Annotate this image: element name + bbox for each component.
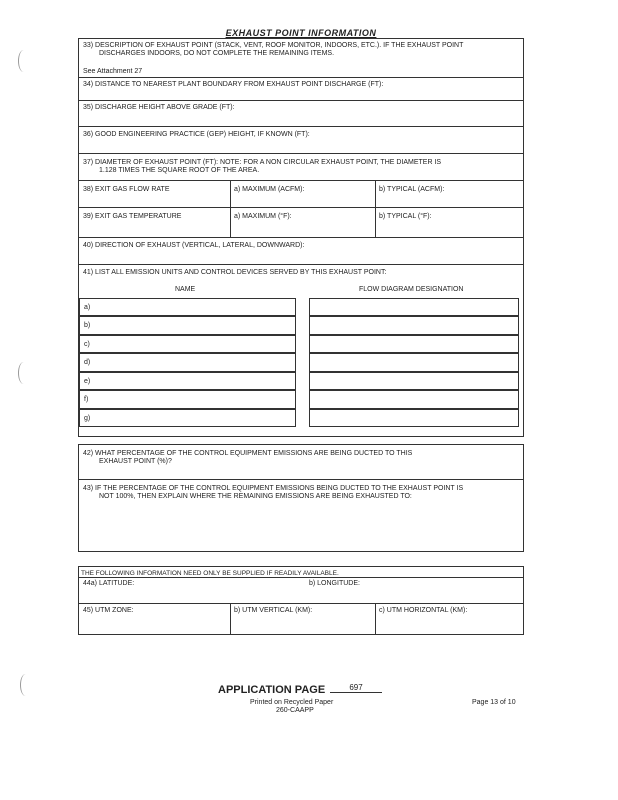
col-flow-header: FLOW DIAGRAM DESIGNATION xyxy=(359,286,464,293)
field-38-flow-rate xyxy=(78,180,524,208)
table-row-name[interactable]: c) xyxy=(79,335,296,353)
q38b-typical[interactable]: b) TYPICAL (ACFM): xyxy=(379,186,445,193)
q33-answer: See Attachment 27 xyxy=(83,68,143,75)
table-row-flow[interactable] xyxy=(309,335,519,353)
field-41-emission-units xyxy=(78,264,524,437)
q37-label: 37) DIAMETER OF EXHAUST POINT (FT): NOTE: FOR A NON CIRCULAR EXHAUST POINT, THE DIAMETER IS xyxy=(83,159,442,166)
q44b-longitude[interactable]: b) LONGITUDE: xyxy=(309,580,360,587)
table-row-name[interactable]: e) xyxy=(79,372,296,390)
binder-hole-mark xyxy=(18,362,29,384)
q45-utm-zone[interactable]: 45) UTM ZONE: xyxy=(83,607,134,614)
form-title: EXHAUST POINT INFORMATION xyxy=(225,28,377,38)
q42-label: 42) WHAT PERCENTAGE OF THE CONTROL EQUIPMENT EMISSIONS ARE BEING DUCTED TO THIS xyxy=(83,450,413,457)
q41-label: 41) LIST ALL EMISSION UNITS AND CONTROL DEVICES SERVED BY THIS EXHAUST POINT: xyxy=(83,269,387,276)
q45c-utm-horizontal[interactable]: c) UTM HORIZONTAL (KM): xyxy=(379,607,468,614)
table-row-flow[interactable] xyxy=(309,298,519,316)
table-row-name[interactable]: b) xyxy=(79,316,296,335)
q43-label: 43) IF THE PERCENTAGE OF THE CONTROL EQUIPMENT EMISSIONS BEING DUCTED TO THE EXHAUST POINT IS xyxy=(83,485,464,492)
q39-label: 39) EXIT GAS TEMPERATURE xyxy=(83,213,182,220)
page-number: Page 13 of 10 xyxy=(472,699,516,706)
binder-hole-mark xyxy=(18,50,29,72)
q38a-maximum[interactable]: a) MAXIMUM (ACFM): xyxy=(234,186,305,193)
table-row-name[interactable]: a) xyxy=(79,298,296,316)
q40-label: 40) DIRECTION OF EXHAUST (VERTICAL, LATERAL, DOWNWARD): xyxy=(83,242,305,249)
field-33-description[interactable] xyxy=(78,38,524,78)
table-row-flow[interactable] xyxy=(309,390,519,409)
table-row-flow[interactable] xyxy=(309,316,519,335)
field-43-explain[interactable] xyxy=(78,479,524,552)
col-name-header: NAME xyxy=(175,286,196,293)
q37-label-cont: 1.128 TIMES THE SQUARE ROOT OF THE AREA. xyxy=(99,167,260,174)
field-36-gep-height[interactable] xyxy=(78,126,524,154)
field-42-percentage[interactable] xyxy=(78,444,524,480)
table-row-flow[interactable] xyxy=(309,353,519,372)
table-row-flow[interactable] xyxy=(309,372,519,390)
table-row-flow[interactable] xyxy=(309,409,519,427)
q36-label: 36) GOOD ENGINEERING PRACTICE (GEP) HEIGHT, IF KNOWN (FT): xyxy=(83,131,310,138)
q43-label-cont: NOT 100%, THEN EXPLAIN WHERE THE REMAINING EMISSIONS ARE BEING EXHAUSTED TO: xyxy=(99,493,412,500)
q33-label: 33) DESCRIPTION OF EXHAUST POINT (STACK, VENT, ROOF MONITOR, INDOORS, ETC.). IF THE EXHAUST POINT xyxy=(83,42,464,49)
q42-label-cont: EXHAUST POINT (%)? xyxy=(99,458,172,465)
field-39-temperature xyxy=(78,207,524,238)
optional-info-note: THE FOLLOWING INFORMATION NEED ONLY BE SUPPLIED IF READILY AVAILABLE. xyxy=(81,570,339,577)
application-page-number: 697 xyxy=(330,683,382,693)
location-section xyxy=(78,566,524,635)
field-37-diameter[interactable] xyxy=(78,153,524,181)
q39a-maximum[interactable]: a) MAXIMUM (°F): xyxy=(234,213,292,220)
recycled-paper-note: Printed on Recycled Paper xyxy=(250,699,334,706)
field-34-distance[interactable] xyxy=(78,77,524,101)
table-row-name[interactable]: g) xyxy=(79,409,296,427)
binder-hole-mark xyxy=(20,674,31,696)
q35-label: 35) DISCHARGE HEIGHT ABOVE GRADE (FT): xyxy=(83,104,235,111)
table-row-name[interactable]: f) xyxy=(79,390,296,409)
table-row-name[interactable]: d) xyxy=(79,353,296,372)
q34-label: 34) DISTANCE TO NEAREST PLANT BOUNDARY FROM EXHAUST POINT DISCHARGE (FT): xyxy=(83,81,384,88)
form-code: 260-CAAPP xyxy=(276,707,314,714)
application-page-label: APPLICATION PAGE xyxy=(218,684,326,696)
field-40-direction[interactable] xyxy=(78,237,524,265)
q38-label: 38) EXIT GAS FLOW RATE xyxy=(83,186,170,193)
q44a-latitude[interactable]: 44a) LATITUDE: xyxy=(83,580,135,587)
q39b-typical[interactable]: b) TYPICAL (°F): xyxy=(379,213,432,220)
field-35-height[interactable] xyxy=(78,100,524,127)
q33-label-cont: DISCHARGES INDOORS, DO NOT COMPLETE THE REMAINING ITEMS. xyxy=(99,50,335,57)
q45b-utm-vertical[interactable]: b) UTM VERTICAL (KM): xyxy=(234,607,313,614)
